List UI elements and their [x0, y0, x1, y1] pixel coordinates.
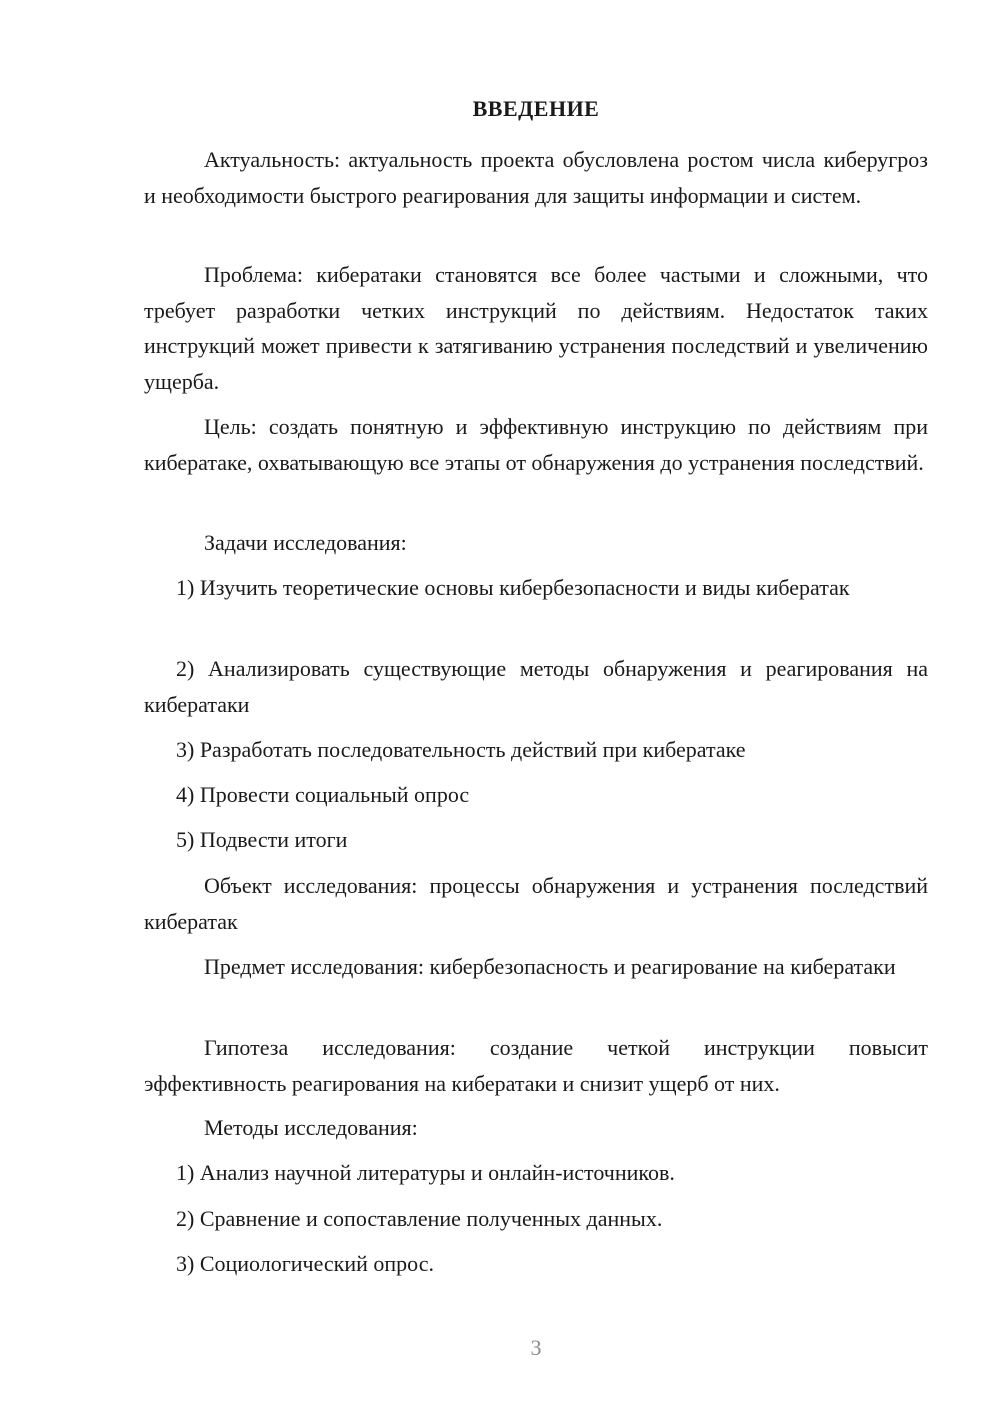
subject-paragraph: Предмет исследования: кибербезопасность и реагирование на кибератаки [204, 954, 896, 979]
task-item-4: 4) Провести социальный опрос [176, 782, 470, 807]
object-paragraph: Объект исследования: процессы обнаружения и устранения последствий кибератак [144, 873, 928, 934]
page-title: ВВЕДЕНИЕ [472, 96, 600, 121]
task-item-5: 5) Подвести итоги [176, 827, 348, 852]
page-number: 3 [530, 1335, 542, 1360]
relevance-paragraph: Актуальность: актуальность проекта обусловлена ростом числа киберугроз и необходимости быстрого реагирования для защиты информации и систем. [144, 147, 928, 208]
methods-heading: Методы исследования: [204, 1115, 418, 1140]
goal-paragraph: Цель: создать понятную и эффективную инструкцию по действиям при кибератаке, охватывающую все этапы от обнаружения до устранения последствий. [144, 414, 928, 475]
task-item-1: 1) Изучить теоретические основы кибербезопасности и виды кибератак [176, 575, 850, 600]
tasks-heading: Задачи исследования: [204, 530, 407, 555]
method-item-3: 3) Социологический опрос. [176, 1251, 434, 1276]
task-item-3: 3) Разработать последовательность действий при кибератаке [176, 737, 746, 762]
task-item-2: 2) Анализировать существующие методы обнаружения и реагирования на кибератаки [144, 656, 928, 717]
method-item-2: 2) Сравнение и сопоставление полученных данных. [176, 1206, 663, 1231]
problem-paragraph: Проблема: кибератаки становятся все более частыми и сложными, что требует разработки четких инструкций по действиям. Недостаток таких инструкций может привести к затягиванию устранения последствий и увеличению ущерба. [144, 262, 928, 394]
hypothesis-paragraph: Гипотеза исследования: создание четкой инструкции повысит эффективность реагирования на кибератаки и снизит ущерб от них. [144, 1035, 928, 1096]
method-item-1: 1) Анализ научной литературы и онлайн-источников. [176, 1160, 675, 1185]
